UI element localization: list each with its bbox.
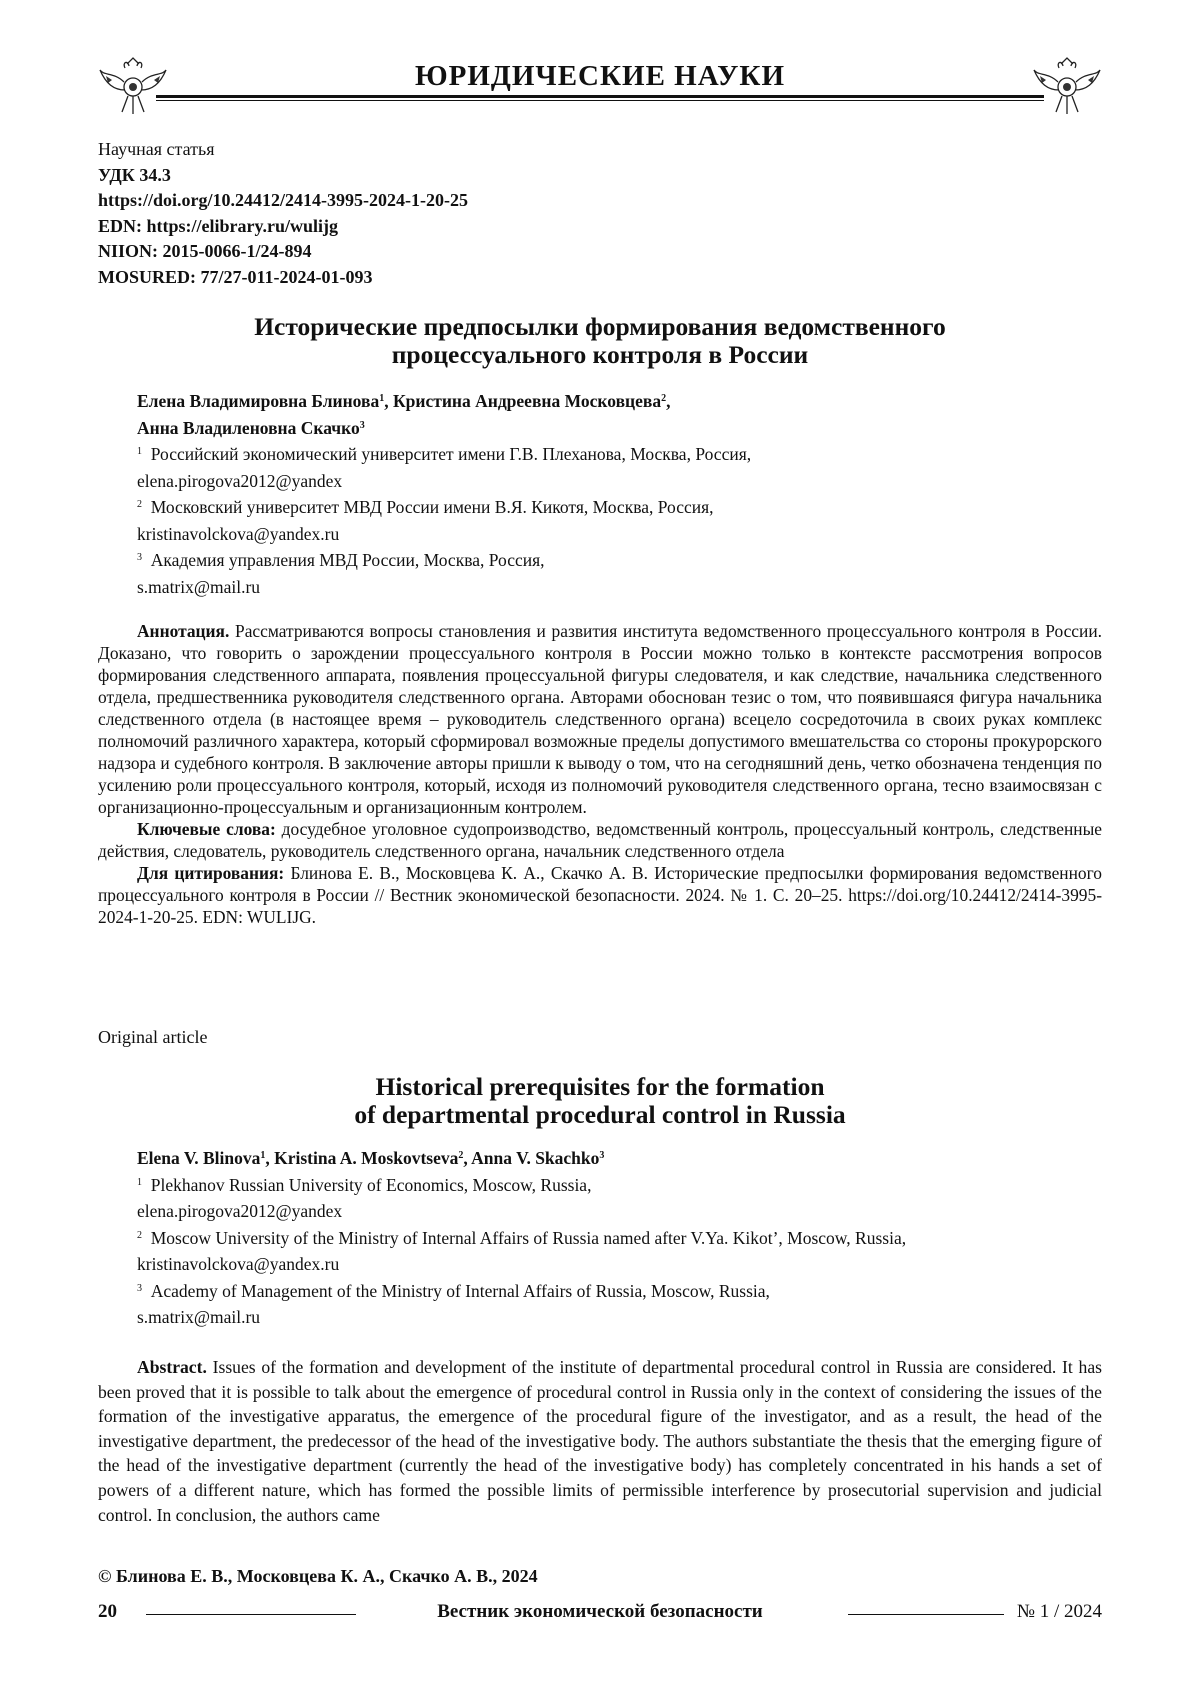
author-email[interactable]: kristinavolckova@yandex.ru — [137, 1254, 340, 1274]
author-email[interactable]: elena.pirogova2012@yandex — [137, 1201, 343, 1221]
affiliation-marker: 1 — [137, 446, 142, 457]
ru-title-line: процессуального контроля в России — [391, 340, 809, 369]
issue-number: № 1 / 2024 — [1016, 1601, 1102, 1622]
abstract-paragraph — [98, 1355, 1102, 1527]
niion-code: NIION: 2015-0066-1/24-894 — [98, 241, 312, 261]
keywords-paragraph — [98, 818, 1102, 862]
affiliation-marker: 2 — [137, 499, 142, 510]
abstract-text: Рассматриваются вопросы становления и развития института ведомственного процессуального контроля в России. Доказано, что говорить о зарождении процессуального контроля в России можно только в контексте рассмотрения вопросов формирования следственного аппарата, появления процессуальной фигуры следователя, и как следствие, начальника следственного отдела, предшественника руководителя следственного органа. Авторами обоснован тезис о том, что появившаяся фигура начальника следственного отдела (в настоящее время – руководитель следственного органа) всецело сосредоточила в своих руках комплекс полномочий различного характера, который сформировал возможные пределы допустимого вмешательства со стороны прокурорского надзора и судебного контроля. В заключение авторы пришли к выводу о том, что на сегодняшний день, четко обозначена тенденция по усилению роли процессуального контроля, который, исходя из полномочий руководителя следственного органа, тесно взаимосвязан с организационно-процессуальным и организационным контролем. — [98, 621, 1102, 817]
affiliation-marker: 2 — [458, 1150, 464, 1161]
affiliation-text: Московский университет МВД России имени В.Я. Кикотя, Москва, Россия, — [150, 497, 714, 517]
affiliation-text: Moscow University of the Ministry of Internal Affairs of Russia named after V.Ya. Kikot’, Moscow, Russia, — [150, 1227, 907, 1248]
author-email[interactable]: s.matrix@mail.ru — [137, 1307, 261, 1327]
affiliation-marker: 1 — [379, 393, 385, 404]
article-type: Научная статья — [98, 139, 215, 159]
author-name: Анна Владиленовна Скачко — [137, 417, 360, 438]
affiliation-marker: 2 — [661, 393, 667, 404]
abstract-label: Abstract. — [137, 1357, 207, 1377]
edn-link[interactable]: EDN: https://elibrary.ru/wulijg — [98, 215, 339, 236]
affiliation-marker: 3 — [359, 419, 365, 431]
affiliation-marker: 3 — [137, 552, 142, 563]
doi-link[interactable]: https://doi.org/10.24412/2414-3995-2024-1-20-25 — [98, 190, 468, 210]
section-title: ЮРИДИЧЕСКИЕ НАУКИ — [415, 60, 785, 92]
en-article-type: Original article — [98, 1027, 208, 1047]
author-name: Kristina A. Moskovtseva — [274, 1148, 459, 1168]
author-name: Elena V. Blinova — [137, 1148, 261, 1168]
en-title-line: Historical prerequisites for the formation — [375, 1072, 825, 1101]
abstract-label: Аннотация. — [137, 621, 230, 641]
page-footer — [98, 1601, 1102, 1627]
en-title-line: of departmental procedural control in Russia — [354, 1100, 846, 1129]
udk-code: УДК 34.3 — [98, 164, 171, 185]
author-name: Кристина Андреевна Московцева — [392, 391, 662, 411]
en-abstract-block — [98, 1355, 1102, 1527]
ru-abstract-block — [98, 620, 1102, 928]
mosured-code: MOSURED: 77/27-011-2024-01-093 — [98, 266, 373, 287]
affiliation-text: Academy of Management of the Ministry of Internal Affairs of Russia, Moscow, Russia, — [150, 1280, 770, 1301]
keywords-text: досудебное уголовное судопроизводство, ведомственный контроль, процессуальный контроль, следственные действия, следователь, руководитель следственного органа, начальник следственного отдела — [98, 819, 1102, 861]
ru-authors-block: Елена Владимировна Блинова$^1$, Кристина Андреевна Московцева$^2$, Анна Владиленовна Скачко$^3$ $^1$ Российский экономический университет имени Г.В. Плеханова, Москва, Россия, elena.pirogova2012@yandex $^2$ Московский университет МВД России имени В.Я. Кикотя, Москва, Россия, kristinavolckova@yandex.ru $^3$ Академия управления МВД России, Москва, Россия, s.matrix@mail.ru — [137, 388, 1102, 600]
header-rule-thin — [156, 100, 1044, 101]
article-metadata — [98, 137, 468, 290]
abstract-paragraph — [98, 620, 1102, 818]
affiliation-marker: 1 — [260, 1150, 266, 1161]
author-email[interactable]: s.matrix@mail.ru — [137, 576, 261, 597]
en-authors-block: Elena V. Blinova$^1$, Kristina A. Moskovtseva$^2$, Anna V. Skachko$^3$ $^1$ Plekhanov Russian University of Economics, Moscow, Russia, elena.pirogova2012@yandex $^2$ Moscow University of the Ministry of Internal Affairs of Russia named after V.Ya. Kikot’, Moscow, Russia, kristinavolckova@yandex.ru $^3$ Academy of Management of the Ministry of Internal Affairs of Russia, Moscow, Russia, s.matrix@mail.ru — [137, 1145, 1102, 1331]
citation-label: Для цитирования: — [137, 863, 285, 883]
affiliation-text: Plekhanov Russian University of Economics, Moscow, Russia, — [150, 1174, 592, 1195]
double-headed-eagle-emblem-icon — [1032, 56, 1102, 118]
journal-name: Вестник экономической безопасности — [437, 1601, 763, 1622]
affiliation-text: Академия управления МВД России, Москва, Россия, — [150, 550, 545, 570]
affiliation-marker: 3 — [137, 1282, 142, 1294]
author-name: Anna V. Skachko — [471, 1148, 600, 1168]
affiliation-marker: 1 — [137, 1176, 142, 1188]
citation-paragraph — [98, 862, 1102, 928]
ru-article-title — [98, 313, 1102, 369]
affiliation-marker: 2 — [137, 1229, 142, 1241]
page-header — [98, 52, 1102, 132]
citation-text: Блинова Е. В., Московцева К. А., Скачко А. В. Исторические предпосылки формирования ведомственного процессуального контроля в России // Вестник экономической безопасности. 2024. № 1. С. 20–25. https://doi.org/10.24412/2414-3995-2024-1-20-25. EDN: WULIJG. — [98, 863, 1103, 927]
ru-title-line: Исторические предпосылки формирования ведомственного — [254, 312, 946, 341]
en-article-title — [98, 1073, 1102, 1129]
header-rule-thick — [156, 95, 1044, 98]
affiliation-text: Российский экономический университет имени Г.В. Плеханова, Москва, Россия, — [150, 444, 752, 464]
copyright-notice: © Блинова Е. В., Московцева К. А., Скачко А. В., 2024 — [98, 1566, 538, 1586]
author-email[interactable]: elena.pirogova2012@yandex — [137, 470, 343, 491]
affiliation-marker: 3 — [599, 1150, 605, 1161]
author-email[interactable]: kristinavolckova@yandex.ru — [137, 523, 340, 544]
author-name: Елена Владимировна Блинова — [137, 391, 380, 411]
footer-rule — [848, 1614, 1004, 1615]
keywords-label: Ключевые слова: — [137, 819, 276, 839]
page-number: 20 — [98, 1601, 117, 1622]
abstract-text: Issues of the formation and development of the institute of departmental procedural control in Russia are considered. It has been proved that it is possible to talk about the emergence of procedural control in Russia only in the context of considering the issues of the formation of the investigative apparatus, the emergence of the procedural figure of the investigator, and as a result, the head of the investigative department, the predecessor of the head of the investigative body. The authors substantiate the thesis that the emerging figure of the head of the investigative department (currently the head of the investigative body) has completely concentrated in his hands a set of powers of a different nature, which has formed the possible limits of permissible interference by prosecutorial supervision and judicial control. In conclusion, the authors came — [98, 1357, 1102, 1525]
